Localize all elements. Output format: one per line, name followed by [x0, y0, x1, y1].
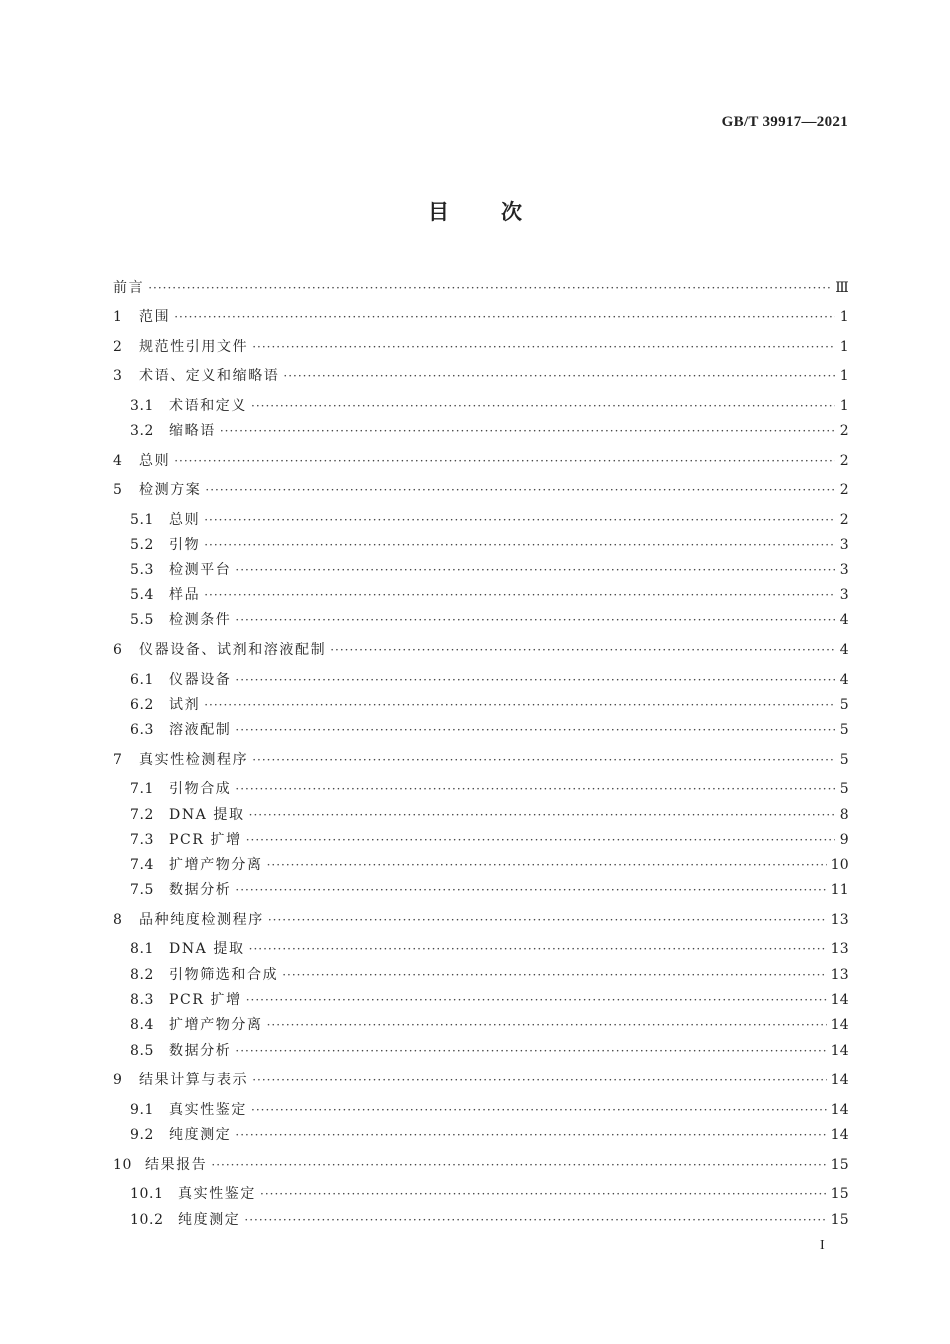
toc-entry[interactable]	[113, 990, 849, 1010]
toc-entry-page: 4	[839, 642, 849, 658]
toc-leader-dots	[235, 1041, 826, 1061]
toc-entry-number: 10.2	[130, 1212, 164, 1228]
toc-entry-label: 仪器设备、试剂和溶液配制	[139, 642, 327, 658]
toc-entry-page: 3	[839, 562, 849, 578]
toc-entry-label: 引物	[169, 537, 201, 553]
page-title: 目次	[428, 200, 574, 224]
toc-entry-page: 1	[839, 339, 849, 355]
toc-leader-dots	[204, 510, 835, 530]
toc-entry[interactable]	[113, 750, 849, 770]
toc-entry-number: 9	[113, 1072, 123, 1088]
toc-entry-number: 3	[113, 368, 123, 384]
toc-entry-label: 试剂	[169, 697, 201, 713]
toc-leader-dots	[282, 965, 826, 985]
toc-entry-page: 14	[830, 992, 849, 1008]
toc-entry-page: 2	[839, 423, 849, 439]
toc-entry-label: 数据分析	[169, 1043, 232, 1059]
toc-entry[interactable]	[113, 535, 849, 555]
toc-entry-number: 6.1	[130, 672, 155, 688]
toc-leader-dots	[246, 990, 827, 1010]
toc-leader-dots	[174, 451, 835, 471]
toc-entry-label: DNA 提取	[169, 807, 245, 823]
toc-entry-number: 6.3	[130, 722, 155, 738]
toc-entry[interactable]	[113, 1125, 849, 1145]
toc-entry[interactable]	[113, 610, 849, 630]
toc-entry[interactable]	[113, 337, 849, 357]
toc-leader-dots	[249, 805, 835, 825]
toc-entry-number: 5.5	[130, 612, 155, 628]
toc-entry-label: 溶液配制	[169, 722, 232, 738]
toc-entry-page: 14	[830, 1072, 849, 1088]
toc-entry-number: 10	[113, 1157, 133, 1173]
toc-entry-number: 4	[113, 453, 123, 469]
toc-entry[interactable]	[113, 366, 849, 386]
toc-leader-dots	[252, 1070, 826, 1090]
toc-entry-page: 5	[839, 752, 849, 768]
toc-entry-label: PCR 扩增	[169, 832, 242, 848]
toc-leader-dots	[220, 421, 835, 441]
toc-entry-label: 术语和定义	[169, 398, 247, 414]
toc-entry-number: 7.1	[130, 781, 155, 797]
toc-entry[interactable]	[113, 805, 849, 825]
toc-entry-number: 7.2	[130, 807, 155, 823]
toc-entry-number: 5.2	[130, 537, 155, 553]
toc-entry-number: 5.1	[130, 512, 155, 528]
toc-leader-dots	[211, 1155, 826, 1175]
toc-entry[interactable]	[113, 640, 849, 660]
toc-entry-page: 3	[839, 587, 849, 603]
toc-entry-page: 9	[839, 832, 849, 848]
toc-entry-label: 仪器设备	[169, 672, 232, 688]
toc-entry-number: 10.1	[130, 1186, 164, 1202]
toc-entry-number: 1	[113, 309, 123, 325]
toc-entry-label: 总则	[139, 453, 171, 469]
toc-entry-label: 样品	[169, 587, 201, 603]
toc-leader-dots	[251, 1100, 827, 1120]
footer-page-number: I	[820, 1238, 825, 1253]
toc-entry-number: 9.2	[130, 1127, 155, 1143]
toc-entry-number: 7.3	[130, 832, 155, 848]
toc-entry-number: 7	[113, 752, 123, 768]
toc-entry-page: 3	[839, 537, 849, 553]
toc-leader-dots	[267, 855, 827, 875]
toc-entry-label: 结果计算与表示	[139, 1072, 249, 1088]
toc-entry-page: Ⅲ	[835, 280, 849, 296]
toc-entry[interactable]	[113, 695, 849, 715]
toc-entry[interactable]	[113, 779, 849, 799]
toc-entry[interactable]	[113, 880, 849, 900]
toc-entry[interactable]	[113, 1210, 849, 1230]
toc-entry-number: 8.3	[130, 992, 155, 1008]
toc-leader-dots	[252, 337, 835, 357]
toc-leader-dots	[235, 560, 835, 580]
toc-entry[interactable]	[113, 1015, 849, 1035]
toc-entry-page: 1	[839, 368, 849, 384]
toc-leader-dots	[249, 939, 827, 959]
toc-entry-page: 13	[830, 967, 849, 983]
toc-entry-label: DNA 提取	[169, 941, 245, 957]
toc-leader-dots	[251, 396, 835, 416]
toc-entry[interactable]	[113, 910, 849, 930]
toc-entry-page: 13	[830, 912, 849, 928]
toc-entry-page: 2	[839, 453, 849, 469]
toc-leader-dots	[235, 880, 826, 900]
toc-entry-page: 1	[839, 309, 849, 325]
toc-entry[interactable]	[113, 720, 849, 740]
toc-leader-dots	[205, 480, 835, 500]
toc-entry-number: 8.1	[130, 941, 155, 957]
toc-entry-page: 14	[830, 1017, 849, 1033]
toc-entry-label: 扩增产物分离	[169, 857, 263, 873]
toc-entry-page: 13	[830, 941, 849, 957]
toc-entry-label: 引物筛选和合成	[169, 967, 279, 983]
toc-entry-number: 5.3	[130, 562, 155, 578]
toc-entry-label: 品种纯度检测程序	[139, 912, 264, 928]
toc-entry[interactable]	[113, 560, 849, 580]
toc-entry-page: 14	[830, 1102, 849, 1118]
toc-entry-label: 检测平台	[169, 562, 232, 578]
toc-entry-page: 5	[839, 722, 849, 738]
toc-entry-label: 检测条件	[169, 612, 232, 628]
toc-entry-number: 8.5	[130, 1043, 155, 1059]
toc-leader-dots	[260, 1184, 827, 1204]
toc-leader-dots	[267, 1015, 827, 1035]
toc-entry[interactable]	[113, 396, 849, 416]
toc-entry-number: 7.4	[130, 857, 155, 873]
toc-entry-page: 4	[839, 672, 849, 688]
toc-entry-label: 规范性引用文件	[139, 339, 249, 355]
toc-entry-page: 5	[839, 697, 849, 713]
toc-entry-label: PCR 扩增	[169, 992, 242, 1008]
toc-entry-page: 15	[830, 1157, 849, 1173]
toc-entry-page: 8	[839, 807, 849, 823]
toc-entry[interactable]	[113, 855, 849, 875]
toc-entry[interactable]	[113, 830, 849, 850]
toc-entry-page: 2	[839, 482, 849, 498]
toc-entry-label: 缩略语	[169, 423, 216, 439]
toc-entry-label: 术语、定义和缩略语	[139, 368, 280, 384]
toc-entry-number: 5	[113, 482, 123, 498]
toc-entry-label: 结果报告	[145, 1157, 208, 1173]
toc-entry-page: 14	[830, 1043, 849, 1059]
toc-leader-dots	[283, 366, 835, 386]
toc-leader-dots	[204, 695, 835, 715]
toc-entry[interactable]	[113, 278, 849, 298]
toc-entry-page: 10	[830, 857, 849, 873]
toc-entry-number: 9.1	[130, 1102, 155, 1118]
toc-entry-label: 总则	[169, 512, 201, 528]
toc-leader-dots	[235, 610, 835, 630]
toc-entry[interactable]	[113, 670, 849, 690]
toc-entry-label: 范围	[139, 309, 171, 325]
toc-entry[interactable]	[113, 939, 849, 959]
toc-leader-dots	[148, 278, 831, 298]
toc-entry[interactable]	[113, 1100, 849, 1120]
toc-entry-label: 扩增产物分离	[169, 1017, 263, 1033]
toc-entry-page: 5	[839, 781, 849, 797]
toc-entry-page: 1	[839, 398, 849, 414]
toc-entry-number: 8.4	[130, 1017, 155, 1033]
toc-leader-dots	[235, 670, 835, 690]
toc-entry-page: 2	[839, 512, 849, 528]
toc-entry[interactable]	[113, 1041, 849, 1061]
toc-entry-number: 3.2	[130, 423, 155, 439]
toc-entry-page: 4	[839, 612, 849, 628]
toc-entry[interactable]	[113, 1184, 849, 1204]
toc-entry[interactable]	[113, 510, 849, 530]
toc-leader-dots	[235, 1125, 826, 1145]
toc-entry-label: 检测方案	[139, 482, 202, 498]
toc-entry[interactable]	[113, 421, 849, 441]
toc-entry-number: 3.1	[130, 398, 155, 414]
toc-leader-dots	[235, 779, 835, 799]
toc-leader-dots	[246, 830, 835, 850]
toc-leader-dots	[204, 535, 835, 555]
toc-entry-number: 6.2	[130, 697, 155, 713]
toc-leader-dots	[268, 910, 827, 930]
toc-entry-number: 6	[113, 642, 123, 658]
toc-entry[interactable]	[113, 965, 849, 985]
toc-entry[interactable]	[113, 451, 849, 471]
toc-leader-dots	[244, 1210, 826, 1230]
toc-leader-dots	[252, 750, 835, 770]
toc-entry-label: 前言	[113, 280, 145, 296]
toc-leader-dots	[174, 307, 835, 327]
toc-entry-page: 15	[830, 1212, 849, 1228]
toc-entry-number: 5.4	[130, 587, 155, 603]
toc-entry[interactable]	[113, 307, 849, 327]
standard-code: GB/T 39917—2021	[721, 114, 848, 130]
toc-entry[interactable]	[113, 585, 849, 605]
toc-leader-dots	[330, 640, 835, 660]
toc-entry-label: 真实性鉴定	[169, 1102, 247, 1118]
toc-entry-number: 8.2	[130, 967, 155, 983]
toc-entry-number: 2	[113, 339, 123, 355]
toc-entry-label: 数据分析	[169, 882, 232, 898]
toc-entry-label: 引物合成	[169, 781, 232, 797]
toc-entry[interactable]	[113, 1070, 849, 1090]
toc-entry-number: 7.5	[130, 882, 155, 898]
toc-entry-page: 11	[830, 882, 849, 898]
toc-entry-page: 15	[830, 1186, 849, 1202]
toc-entry-page: 14	[830, 1127, 849, 1143]
toc-entry[interactable]	[113, 1155, 849, 1175]
toc-entry[interactable]	[113, 480, 849, 500]
toc-entry-label: 真实性检测程序	[139, 752, 249, 768]
toc-leader-dots	[204, 585, 835, 605]
toc-entry-number: 8	[113, 912, 123, 928]
toc-leader-dots	[235, 720, 835, 740]
toc-entry-label: 真实性鉴定	[178, 1186, 256, 1202]
toc-entry-label: 纯度测定	[169, 1127, 232, 1143]
toc-entry-label: 纯度测定	[178, 1212, 241, 1228]
